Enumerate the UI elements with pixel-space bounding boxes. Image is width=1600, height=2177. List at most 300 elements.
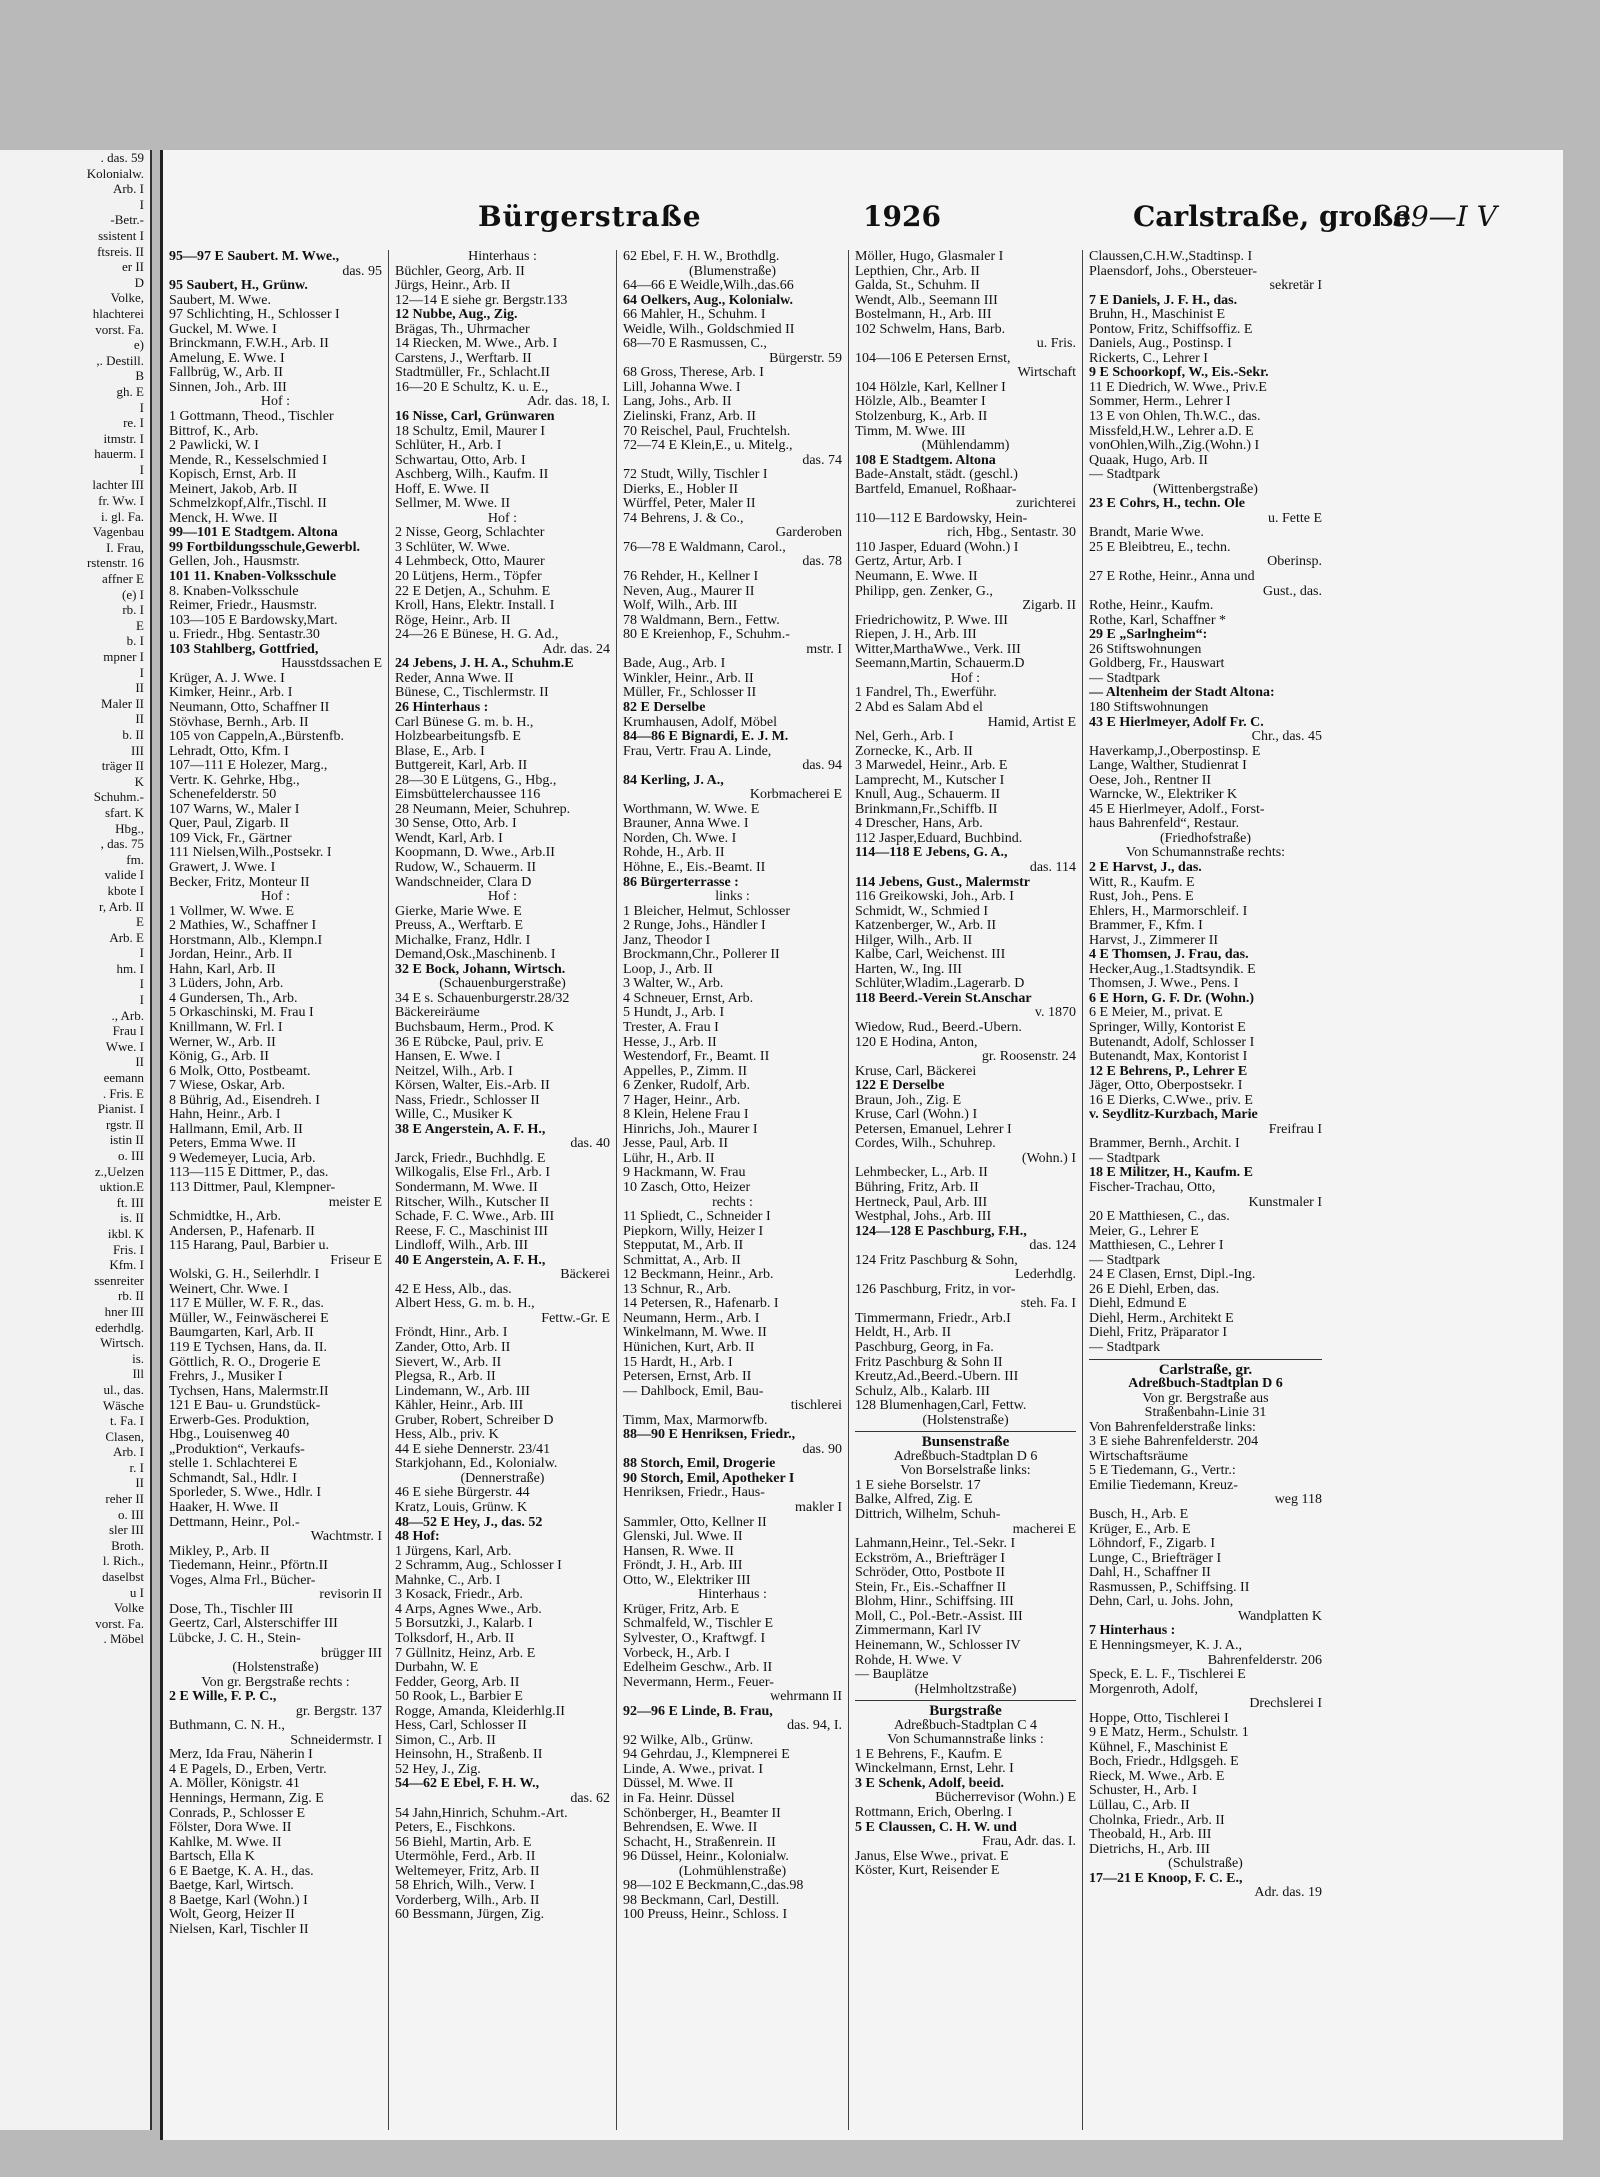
directory-entry: 22 E Detjen, A., Schuhm. E <box>395 584 551 599</box>
directory-entry: Sommer, Herm., Lehrer I <box>1089 395 1231 410</box>
directory-entry: 54—62 E Ebel, F. H. W., <box>395 1777 540 1792</box>
directory-entry: Haverkamp,J.,Oberpostinsp. E <box>1089 744 1261 759</box>
directory-entry: Carl Bünese G. m. b. H., <box>395 715 534 730</box>
directory-entry: das. 90 <box>802 1442 842 1457</box>
strip-line: vorst. Fa. <box>95 321 144 337</box>
directory-entry: Missfeld,H.W., Lehrer a.D. E <box>1089 424 1254 439</box>
directory-entry: Lindloff, Wilh., Arb. III <box>395 1239 529 1254</box>
directory-entry: Worthmann, W. Wwe. E <box>623 802 760 817</box>
directory-entry: Hilger, Wilh., Arb. II <box>855 933 973 948</box>
strip-line: rb. II <box>118 1288 144 1304</box>
directory-entry: Löhndorf, F., Zigarb. I <box>1089 1537 1216 1552</box>
directory-entry: Conrads, P., Schlosser E <box>169 1806 306 1821</box>
directory-entry: Adr. das. 19 <box>1254 1886 1322 1901</box>
directory-entry: 128 Blumenhagen,Carl, Fettw. <box>855 1399 1027 1414</box>
strip-line: i. gl. Fa. <box>101 508 144 524</box>
strip-line: reher II <box>105 1491 144 1507</box>
strip-line: gh. E <box>116 383 144 399</box>
directory-entry: Dittrich, Wilhelm, Schuh- <box>855 1508 1001 1523</box>
directory-entry: Hof : <box>950 671 981 686</box>
directory-entry: Grawert, J. Wwe. I <box>169 860 276 875</box>
directory-entry: Matthiesen, C., Lehrer I <box>1089 1239 1224 1254</box>
directory-entry: Jesse, Paul, Arb. II <box>623 1137 728 1152</box>
directory-entry: Otto, W., Elektriker III <box>623 1573 751 1588</box>
directory-entry: Timm, Max, Marmorwfb. <box>623 1413 768 1428</box>
directory-entry: Schacht, H., Straßenrein. II <box>623 1835 776 1850</box>
strip-line: rgstr. II <box>105 1116 144 1132</box>
directory-entry: 97 Schlichting, H., Schlosser I <box>169 308 340 323</box>
directory-entry: Emilie Tiedemann, Kreuz- <box>1089 1478 1238 1493</box>
strip-line: I. Frau, <box>106 539 144 555</box>
directory-entry: Krumhausen, Adolf, Möbel <box>623 715 777 730</box>
directory-entry: Philipp, gen. Zenker, G., <box>855 584 993 599</box>
previous-page-strip <box>0 150 152 2130</box>
strip-line: Broth. <box>111 1537 144 1553</box>
directory-entry: Westendorf, Fr., Beamt. II <box>623 1050 770 1065</box>
directory-entry: Stolzenburg, K., Arb. II <box>855 410 988 425</box>
strip-line: r. I <box>129 1459 144 1475</box>
directory-entry: das. 62 <box>570 1791 610 1806</box>
directory-entry: 62 Ebel, F. H. W., Brothdlg. <box>623 250 780 264</box>
directory-entry: tischlerei <box>790 1399 842 1414</box>
directory-entry: Wolt, Georg, Heizer II <box>169 1908 295 1923</box>
directory-entry: Reimer, Friedr., Hausmstr. <box>169 599 317 614</box>
section-divider <box>855 1431 1076 1432</box>
directory-entry: Witter,MarthaWwe., Verk. III <box>855 642 1021 657</box>
directory-entry: mstr. I <box>806 642 842 657</box>
directory-entry: Erwerb-Ges. Produktion, <box>169 1413 310 1428</box>
directory-entry: Zielinski, Franz, Arb. II <box>623 410 756 425</box>
directory-entry: Kalbe, Carl, Weichenst. III <box>855 948 1006 963</box>
directory-entry: 12 Beckmann, Heinr., Arb. <box>623 1268 774 1283</box>
directory-entry: Weltemeyer, Fritz, Arb. II <box>395 1864 540 1879</box>
directory-entry: Kopisch, Ernst, Arb. II <box>169 468 297 483</box>
directory-entry: (Mühlendamm) <box>921 439 1010 454</box>
strip-line: E <box>136 914 144 930</box>
strip-line: Kolonialw. <box>86 165 144 181</box>
directory-entry: 70 Reischel, Paul, Fruchtelsh. <box>623 424 791 439</box>
directory-entry: 1 Bleicher, Helmut, Schlosser <box>623 904 791 919</box>
directory-entry: Simon, C., Arb. II <box>395 1733 496 1748</box>
directory-entry: revisorin II <box>319 1588 382 1603</box>
strip-line: (e) I <box>121 586 144 602</box>
directory-entry: Lehradt, Otto, Kfm. I <box>169 744 289 759</box>
directory-entry: 88 Storch, Emil, Drogerie <box>623 1457 776 1472</box>
directory-entry: Vorderberg, Wilh., Arb. II <box>395 1893 540 1908</box>
directory-entry: Rottmann, Erich, Oberlng. I <box>855 1805 1013 1820</box>
directory-entry: Kreutz,Ad.,Beerd.-Übern. III <box>855 1370 1019 1385</box>
directory-entry: Rasmussen, P., Schiffsing. II <box>1089 1580 1250 1595</box>
directory-column-3 <box>617 250 849 2130</box>
directory-entry: u. Friedr., Hbg. Sentastr.30 <box>169 628 320 643</box>
directory-entry: Baetge, Karl, Wirtsch. <box>169 1879 294 1894</box>
directory-entry: 107—111 E Holezer, Marg., <box>169 759 328 774</box>
directory-entry: (Helmholtzstraße) <box>914 1682 1017 1697</box>
directory-entry: 98 Beckmann, Carl, Destill. <box>623 1893 780 1908</box>
directory-entry: Kähler, Heinr., Arb. III <box>395 1399 524 1414</box>
directory-entry: Linde, A. Wwe., privat. I <box>623 1762 764 1777</box>
directory-entry: Wirtschaftsräume <box>1089 1449 1188 1464</box>
directory-entry: 110—112 E Bardowsky, Hein- <box>855 511 1028 526</box>
directory-entry: Vertr. K. Gehrke, Hbg., <box>169 773 300 788</box>
directory-entry: 117 E Müller, W. F. R., das. <box>169 1297 324 1312</box>
directory-entry: Wolf, Wilh., Arb. III <box>623 599 738 614</box>
directory-entry: 3 Walter, W., Arb. <box>623 977 724 992</box>
directory-entry: Röge, Heinr., Arb. II <box>395 613 511 628</box>
directory-entry: Bartsch, Ella K <box>169 1850 255 1865</box>
directory-entry: — Bauplätze <box>855 1668 929 1683</box>
directory-entry: Blase, E., Arb. I <box>395 744 485 759</box>
directory-entry: Brammer, Bernh., Archit. I <box>1089 1137 1240 1152</box>
directory-entry: 24 Jebens, J. H. A., Schuhm.E <box>395 657 574 672</box>
strip-line: ., Arb. <box>111 1007 144 1023</box>
directory-entry: Sellmer, M. Wwe. II <box>395 497 511 512</box>
directory-entry: Fedder, Georg, Arb. II <box>395 1675 520 1690</box>
directory-entry: 2 Runge, Johs., Händler I <box>623 919 766 934</box>
directory-entry: 43 E Hierlmeyer, Adolf Fr. C. <box>1089 715 1264 730</box>
directory-entry: 28—30 E Lütgens, G., Hbg., <box>395 773 557 788</box>
directory-entry: Plaensdorf, Johs., Obersteuer- <box>1089 264 1258 279</box>
directory-entry: Peters, E., Fischkons. <box>395 1821 516 1836</box>
directory-entry: Bade-Anstalt, städt. (geschl.) <box>855 468 1018 483</box>
directory-entry: Voges, Alma Frl., Bücher- <box>169 1573 316 1588</box>
directory-entry: Gierke, Marie Wwe. E <box>395 904 522 919</box>
strip-line: Volke <box>113 1600 144 1616</box>
directory-entry: Dahl, H., Schaffner II <box>1089 1566 1211 1581</box>
page-number: 39—I V <box>1393 200 1497 233</box>
directory-entry: 88—90 E Henriksen, Friedr., <box>623 1428 796 1443</box>
directory-entry: Oberinsp. <box>1267 555 1322 570</box>
directory-entry: — Dahlbock, Emil, Bau- <box>623 1384 764 1399</box>
directory-entry: 3 Schlüter, W. Wwe. <box>395 540 511 555</box>
directory-entry: Nel, Gerh., Arb. I <box>855 730 954 745</box>
directory-entry: Winckelmann, Ernst, Lehr. I <box>855 1762 1014 1777</box>
directory-entry: Winkler, Heinr., Arb. II <box>623 671 754 686</box>
directory-entry: Morgenroth, Adolf, <box>1089 1682 1199 1697</box>
directory-entry: Adr. das. 24 <box>542 642 610 657</box>
directory-entry: 54 Jahn,Hinrich, Schuhm.-Art. <box>395 1806 568 1821</box>
directory-entry: 42 E Hess, Alb., das. <box>395 1282 512 1297</box>
directory-entry: 26 Stiftswohnungen <box>1089 642 1202 657</box>
directory-entry: Lahmann,Heinr., Tel.-Sekr. I <box>855 1537 1016 1552</box>
directory-entry: Jordan, Heinr., Arb. II <box>169 948 293 963</box>
directory-entry: 110 Jasper, Eduard (Wohn.) I <box>855 540 1019 555</box>
directory-page <box>160 150 1563 2140</box>
directory-entry: Jäger, Otto, Oberpostsekr. I <box>1089 1079 1243 1094</box>
directory-entry: Riepen, J. H., Arb. III <box>855 628 977 643</box>
directory-entry: Bücherrevisor (Wohn.) E <box>935 1791 1076 1806</box>
directory-entry: Brockmann,Chr., Pollerer II <box>623 948 780 963</box>
directory-entry: 92—96 E Linde, B. Frau, <box>623 1704 773 1719</box>
directory-entry: 12 Nubbe, Aug., Zig. <box>395 308 518 323</box>
directory-entry: 74 Behrens, J. & Co., <box>623 511 744 526</box>
directory-entry: 2 Abd es Salam Abd el <box>855 700 983 715</box>
directory-entry: Theobald, H., Arb. III <box>1089 1828 1212 1843</box>
directory-entry: macherei E <box>1012 1522 1076 1537</box>
directory-entry: Piepkorn, Willy, Heizer I <box>623 1224 764 1239</box>
directory-entry: Ritscher, Wilh., Kutscher II <box>395 1195 550 1210</box>
strip-line: Schuhm.- <box>93 789 144 805</box>
directory-entry: Kratz, Louis, Grünw. K <box>395 1501 528 1516</box>
directory-entry: Wilkogalis, Else Frl., Arb. I <box>395 1166 550 1181</box>
strip-line: is. II <box>120 1210 144 1226</box>
directory-entry: Würffel, Peter, Maler II <box>623 497 756 512</box>
header-street-right: Carlstraße, große <box>1133 200 1412 233</box>
directory-entry: Hansen, E. Wwe. I <box>395 1050 501 1065</box>
directory-entry: Behrendsen, E. Wwe. II <box>623 1821 758 1836</box>
directory-entry: Brauner, Anna Wwe. I <box>623 817 749 832</box>
directory-entry: Hennings, Hermann, Zig. E <box>169 1791 324 1806</box>
directory-entry: Loop, J., Arb. II <box>623 962 713 977</box>
directory-entry: brügger III <box>320 1646 382 1661</box>
directory-entry: Balke, Alfred, Zig. E <box>855 1493 973 1508</box>
directory-entry: Rust, Joh., Pens. E <box>1089 890 1194 905</box>
directory-entry: gr. Bergstr. 137 <box>295 1704 382 1719</box>
directory-entry: 94 Gehrdau, J., Klempnerei E <box>623 1748 790 1763</box>
strip-line: , das. 75 <box>100 836 144 852</box>
directory-entry: Heinemann, W., Schlosser IV <box>855 1638 1021 1653</box>
section-divider <box>1089 1359 1322 1360</box>
directory-entry: 9 E Schoorkopf, W., Eis.-Sekr. <box>1089 366 1269 381</box>
directory-entry: Witt, R., Kaufm. E <box>1089 875 1195 890</box>
directory-entry: Weidle, Wilh., Goldschmied II <box>623 322 795 337</box>
strip-line: t. Fa. I <box>110 1413 144 1429</box>
directory-entry: 3 Marwedel, Heinr., Arb. E <box>855 759 1008 774</box>
directory-entry: Wirtschaft <box>1017 366 1076 381</box>
strip-line: Arb. E <box>109 929 144 945</box>
directory-entry: Sammler, Otto, Kellner II <box>623 1515 767 1530</box>
directory-columns <box>163 250 1563 2130</box>
directory-entry: Frehrs, J., Musiker I <box>169 1370 283 1385</box>
directory-entry: v. Seydlitz-Kurzbach, Marie <box>1089 1108 1258 1123</box>
directory-entry: 4 E Pagels, D., Erben, Vertr. <box>169 1762 327 1777</box>
directory-entry: Edelheim Geschw., Arb. II <box>623 1661 773 1676</box>
directory-entry: 23 E Cohrs, H., techn. Öle <box>1089 497 1245 512</box>
directory-entry: — Stadtpark <box>1089 1341 1161 1356</box>
directory-entry: Sinnen, Joh., Arb. III <box>169 380 287 395</box>
directory-entry: 8 Baetge, Karl (Wohn.) I <box>169 1893 308 1908</box>
strip-line: vorst. Fa. <box>95 1615 144 1631</box>
directory-entry: u. Fris. <box>1036 337 1076 352</box>
directory-entry: Mende, R., Kesselschmied I <box>169 453 327 468</box>
directory-entry: Diehl, Herm., Architekt E <box>1089 1311 1234 1326</box>
strip-line: ,. Destill. <box>96 352 144 368</box>
directory-entry: 82 E Derselbe <box>623 700 706 715</box>
directory-entry: Goldberg, Fr., Hauswart <box>1089 657 1225 672</box>
directory-entry: Pontow, Fritz, Schiffsoffiz. E <box>1089 322 1253 337</box>
directory-entry: Bruhn, H., Maschinist E <box>1089 308 1226 323</box>
directory-entry: Boch, Friedr., Hdlgsgeh. E <box>1089 1755 1239 1770</box>
directory-entry: Appelles, P., Zimm. II <box>623 1064 748 1079</box>
directory-entry: Haaker, H. Wwe. II <box>169 1501 279 1516</box>
directory-entry: 38 E Angerstein, A. F. H., <box>395 1122 546 1137</box>
directory-entry: 16—20 E Schultz, K. u. E., <box>395 380 549 395</box>
directory-entry: Norden, Ch. Wwe. I <box>623 831 737 846</box>
directory-entry: Zimmermann, Karl IV <box>855 1624 982 1639</box>
directory-entry: Busch, H., Arb. E <box>1089 1508 1189 1523</box>
directory-entry: 121 E Bau- u. Grundstück- <box>169 1399 321 1414</box>
directory-entry: 84—86 E Bignardi, E. J. M. <box>623 730 789 745</box>
strip-line: II <box>135 1054 144 1070</box>
strip-line: . Möbel <box>103 1631 144 1647</box>
directory-entry: Hof : <box>487 890 518 905</box>
strip-line: istin II <box>109 1132 144 1148</box>
strip-line: Wwe. I <box>105 1038 144 1054</box>
directory-entry: Rohde, H. Wwe. V <box>855 1653 962 1668</box>
strip-line: b. II <box>122 726 144 742</box>
directory-entry: Tolksdorf, H., Arb. II <box>395 1631 515 1646</box>
directory-entry: 9 Wedemeyer, Lucia, Arb. <box>169 1151 316 1166</box>
directory-entry: Dehn, Carl, u. Johs. John, <box>1089 1595 1234 1610</box>
directory-entry: (Holstenstraße) <box>232 1661 319 1676</box>
directory-entry: 99—101 E Stadtgem. Altona <box>169 526 338 541</box>
directory-entry: Weinert, Chr. Wwe. I <box>169 1282 289 1297</box>
directory-entry: Hoff, E. Wwe. II <box>395 482 490 497</box>
directory-entry: Janz, Theodor I <box>623 933 711 948</box>
directory-entry: 4 Gundersen, Th., Arb. <box>169 991 298 1006</box>
directory-entry: Kühnel, F., Maschinist E <box>1089 1740 1228 1755</box>
strip-line: ikbl. K <box>107 1225 144 1241</box>
directory-entry: 113 Dittmer, Paul, Klempner- <box>169 1181 336 1195</box>
directory-entry: 29 E „Sarlngheim“: <box>1089 628 1208 643</box>
directory-entry: 26 Hinterhaus : <box>395 700 489 715</box>
directory-entry: Schuster, H., Arb. I <box>1089 1784 1197 1799</box>
directory-entry: Düssel, M. Wwe. II <box>623 1777 734 1792</box>
directory-entry: 11 E Diedrich, W. Wwe., Priv.E <box>1089 380 1267 395</box>
directory-entry: Müller, W., Feinwäscherei E <box>169 1311 329 1326</box>
directory-entry: Gertz, Artur, Arb. I <box>855 555 962 570</box>
directory-entry: Fröndt, J. H., Arb. III <box>623 1559 743 1574</box>
directory-entry: Dierks, E., Hobler II <box>623 482 739 497</box>
directory-entry: 72—74 E Klein,E., u. Mitelg., <box>623 439 793 454</box>
directory-entry: Lehmbecker, L., Arb. II <box>855 1166 988 1181</box>
directory-entry: das. 114 <box>1029 860 1076 875</box>
directory-entry: Büchler, Georg, Arb. II <box>395 264 525 279</box>
directory-entry: Gellen, Joh., Hausmstr. <box>169 555 300 570</box>
strip-line: Vagenbau <box>92 524 144 540</box>
directory-entry: Chr., das. 45 <box>1251 730 1322 745</box>
directory-entry: Seemann,Martin, Schauerm.D <box>855 657 1025 672</box>
directory-entry: das. 74 <box>802 453 842 468</box>
strip-line: b. I <box>126 633 144 649</box>
directory-entry: Frau, Vertr. Frau A. Linde, <box>623 744 772 759</box>
directory-entry: 10 Zasch, Otto, Heizer <box>623 1181 751 1195</box>
directory-entry: Wille, C., Musiker K <box>395 1108 513 1123</box>
street-heading: Carlstraße, gr. <box>1158 1362 1253 1378</box>
directory-entry: 12—14 E siehe gr. Bergstr.133 <box>395 293 568 308</box>
directory-column-1 <box>163 250 389 2130</box>
directory-entry: Michalke, Franz, Hdlr. I <box>395 933 531 948</box>
strip-line: Maler II <box>101 695 144 711</box>
directory-entry: 6 E Horn, G. F. Dr. (Wohn.) <box>1089 991 1255 1006</box>
directory-entry: Harvst, J., Zimmerer II <box>1089 933 1219 948</box>
directory-entry: Moll, C., Pol.-Betr.-Assist. III <box>855 1609 1023 1624</box>
directory-entry: Jürgs, Heinr., Arb. II <box>395 279 511 294</box>
directory-entry: haus Bahrenfeld“, Restaur. <box>1089 817 1240 832</box>
directory-entry: Krüger, A. J. Wwe. I <box>169 671 285 686</box>
directory-entry: steh. Fa. I <box>1020 1297 1076 1312</box>
directory-entry: 103—105 E Bardowsky,Mart. <box>169 613 338 628</box>
directory-entry: weg 118 <box>1274 1493 1322 1508</box>
directory-entry: Köster, Kurt, Reisender E <box>855 1864 1000 1879</box>
directory-entry: Plegsa, R., Arb. II <box>395 1370 496 1385</box>
directory-entry: 9 E Matz, Herm., Schulstr. 1 <box>1089 1726 1249 1741</box>
directory-entry: A. Möller, Königstr. 41 <box>169 1777 300 1792</box>
directory-entry: 17—21 E Knoop, F. C. E., <box>1089 1871 1243 1886</box>
directory-entry: Hallmann, Emil, Arb. II <box>169 1122 303 1137</box>
header-year: 1926 <box>863 200 941 233</box>
directory-entry: Saubert, M. Wwe. <box>169 293 271 308</box>
page-header <box>163 150 1563 240</box>
directory-entry: Nielsen, Karl, Tischler II <box>169 1922 309 1937</box>
directory-entry: (Wittenbergstraße) <box>1153 482 1258 497</box>
directory-entry: zurichterei <box>1016 497 1076 512</box>
directory-entry: 50 Rook, L., Barbier E <box>395 1690 523 1705</box>
directory-entry: Merz, Ida Frau, Näherin I <box>169 1748 313 1763</box>
directory-entry: 16 E Dierks, C.Wwe., priv. E <box>1089 1093 1253 1108</box>
directory-entry: Daniels, Aug., Postinsp. I <box>1089 337 1232 352</box>
directory-entry: 104—106 E Petersen Ernst, <box>855 351 1011 366</box>
directory-entry: Brandt, Marie Wwe. <box>1089 526 1204 541</box>
directory-entry: Kunstmaler I <box>1248 1195 1322 1210</box>
directory-entry: 26 E Diehl, Erben, das. <box>1089 1282 1220 1297</box>
header-street-left: Bürgerstraße <box>478 200 702 233</box>
directory-entry: 7 E Daniels, J. F. H., das. <box>1089 293 1238 308</box>
directory-entry: Gust., das. <box>1262 584 1322 599</box>
directory-entry: Nevermann, Herm., Feuer- <box>623 1675 774 1690</box>
directory-entry: 2 Mathies, W., Schaffner I <box>169 919 317 934</box>
directory-entry: Adreßbuch-Stadtplan C 4 <box>893 1718 1038 1733</box>
directory-entry: rechts : <box>712 1195 753 1210</box>
directory-entry: Schulz, Alb., Kalarb. III <box>855 1384 990 1399</box>
directory-entry: 1 Fandrel, Th., Ewerführ. <box>855 686 997 701</box>
strip-line: I <box>139 196 144 212</box>
directory-entry: 25 E Bleibtreu, E., techn. <box>1089 540 1231 555</box>
directory-entry: 6 Molk, Otto, Postbeamt. <box>169 1064 311 1079</box>
directory-entry: Von gr. Bergstraße rechts : <box>201 1675 350 1690</box>
directory-entry: Harten, W., Ing. III <box>855 962 962 977</box>
directory-entry: Oese, Joh., Rentner II <box>1089 773 1212 788</box>
directory-entry: 20 Lütjens, Herm., Töpfer <box>395 570 542 585</box>
directory-entry: 111 Nielsen,Wilh.,Postsekr. I <box>169 846 332 861</box>
strip-line: II <box>135 680 144 696</box>
directory-entry: Göttlich, R. O., Drogerie E <box>169 1355 321 1370</box>
directory-entry: Preuss, A., Werftarb. E <box>395 919 524 934</box>
directory-entry: Hesse, J., Arb. II <box>623 1035 717 1050</box>
directory-entry: stelle 1. Schlachterei E <box>169 1457 298 1472</box>
directory-entry: Cholnka, Friedr., Arb. II <box>1089 1813 1225 1828</box>
directory-entry: Bürgerstr. 59 <box>769 351 842 366</box>
directory-entry: 100 Preuss, Heinr., Schloss. I <box>623 1908 788 1923</box>
directory-entry: Bühring, Fritz, Arb. II <box>855 1181 979 1195</box>
directory-entry: 68—70 E Rasmussen, C., <box>623 337 767 352</box>
directory-entry: Friedrichowitz, P. Wwe. III <box>855 613 1008 628</box>
directory-entry: Carstens, J., Werftarb. II <box>395 351 532 366</box>
directory-entry: 18 Schultz, Emil, Maurer I <box>395 424 546 439</box>
directory-entry: Bünese, C., Tischlermstr. II <box>395 686 549 701</box>
directory-entry: König, G., Arb. II <box>169 1050 269 1065</box>
directory-entry: Zander, Otto, Arb. II <box>395 1341 511 1356</box>
directory-entry: Rohde, H., Arb. II <box>623 846 725 861</box>
directory-entry: Schmelzkopf,Alfr.,Tischl. II <box>169 497 327 512</box>
directory-entry: Meier, G., Lehrer E <box>1089 1224 1199 1239</box>
directory-entry: Stadtmüller, Fr., Schlacht.II <box>395 366 550 381</box>
directory-entry: Adreßbuch-Stadtplan D 6 <box>893 1449 1038 1464</box>
directory-entry: Schönberger, H., Beamter II <box>623 1806 781 1821</box>
strip-line: affner E <box>102 571 144 587</box>
directory-entry: Katzenberger, W., Arb. II <box>855 919 997 934</box>
directory-entry: 7 Hinterhaus : <box>1089 1624 1176 1639</box>
